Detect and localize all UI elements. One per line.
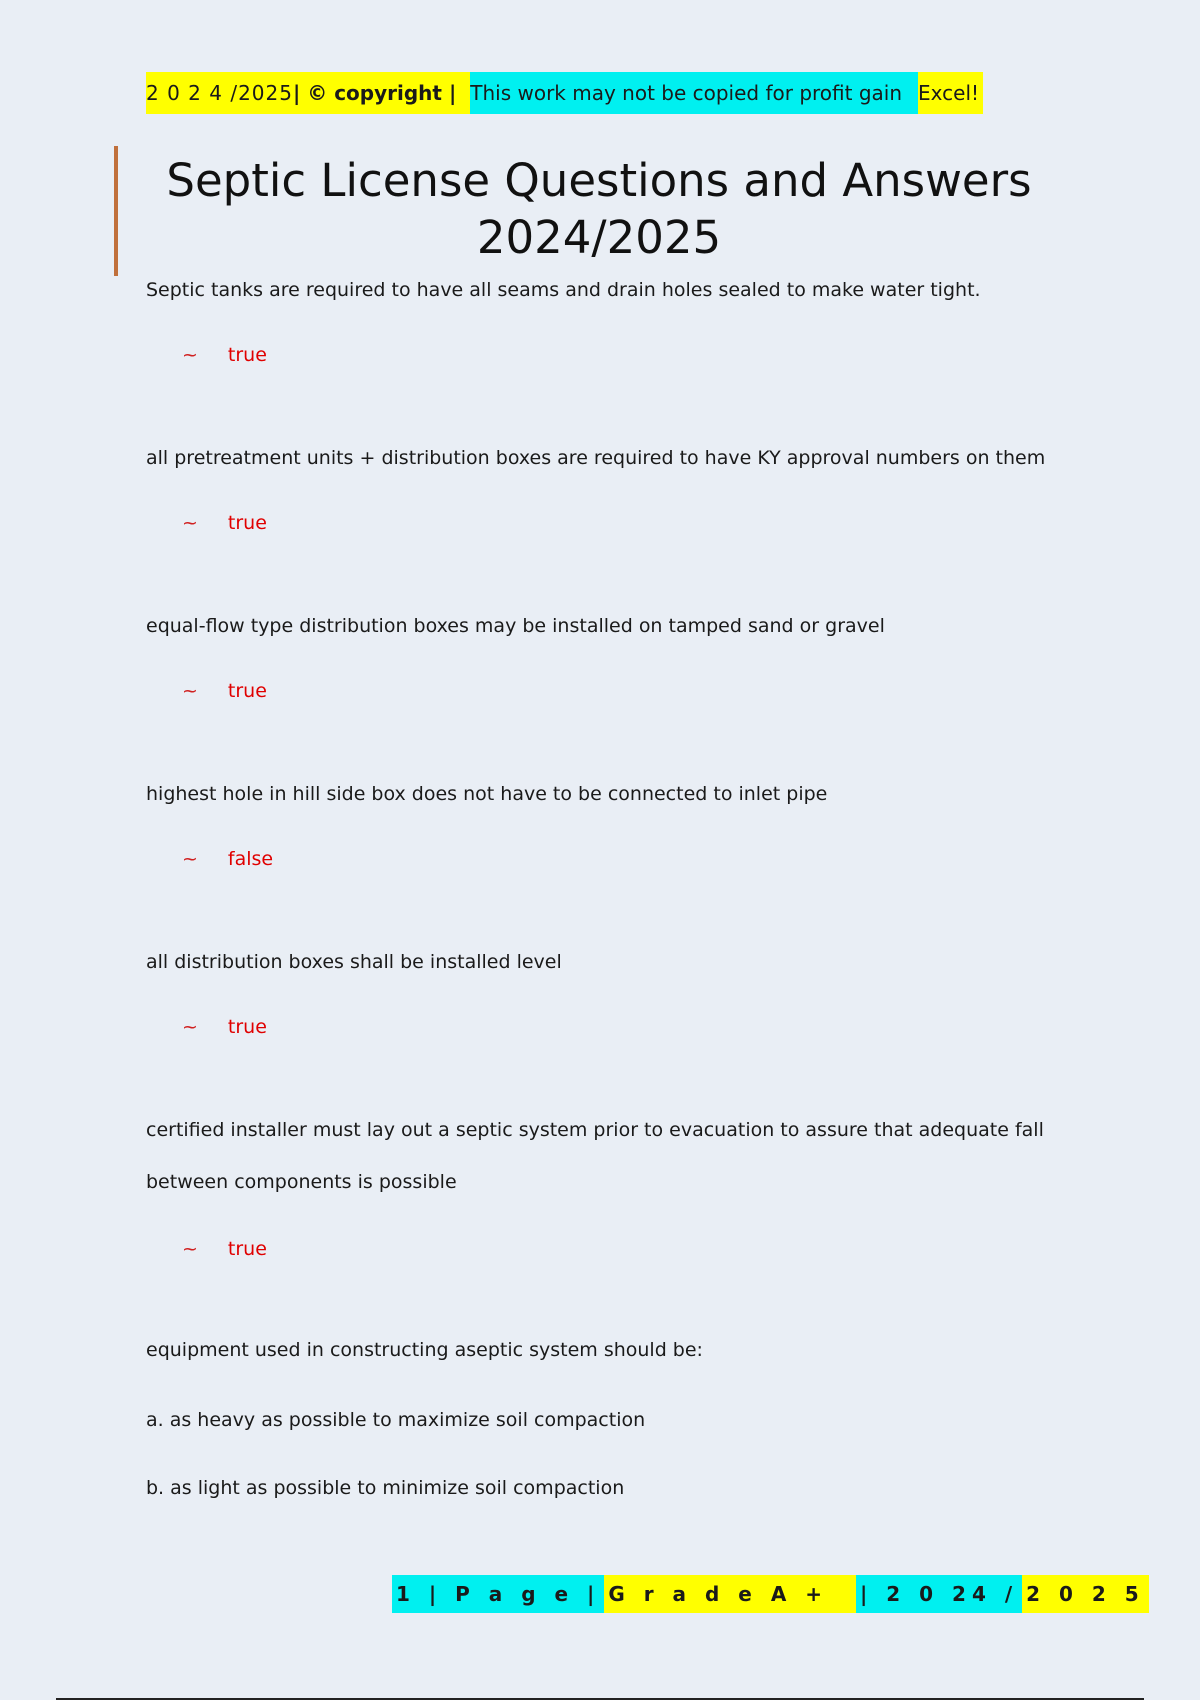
- header-copyright: | © copyright |: [293, 72, 470, 114]
- answer-marker: ~: [182, 512, 198, 534]
- answer-text: true: [227, 1016, 267, 1038]
- title-accent-bar: [114, 146, 118, 276]
- question-text: equipment used in constructing aseptic system should be:: [146, 1339, 703, 1361]
- question-text: highest hole in hill side box does not have to be connected to inlet pipe: [146, 783, 828, 805]
- qa-item-7: [146, 1324, 1076, 1514]
- copyright-header: [146, 72, 983, 114]
- answer-text: true: [227, 344, 267, 366]
- answer: [182, 512, 267, 534]
- header-year: 2 0 2 4 /2025: [146, 72, 293, 114]
- page-footer: [392, 1575, 1149, 1613]
- option-a: a. as heavy as possible to maximize soil compaction: [146, 1409, 646, 1431]
- answer-marker: ~: [182, 680, 198, 702]
- answer: [182, 344, 267, 366]
- answer-text: false: [227, 848, 274, 870]
- answer-marker: ~: [182, 1238, 198, 1260]
- answer: [182, 1016, 267, 1038]
- footer-page-number: 1 | P a g e |: [392, 1575, 604, 1613]
- answer-text: true: [227, 1238, 267, 1260]
- qa-item-3: [146, 600, 1076, 702]
- answer-marker: ~: [182, 1016, 198, 1038]
- option-b: b. as light as possible to minimize soil compaction: [146, 1477, 625, 1499]
- qa-item-2: [146, 432, 1076, 534]
- answer: [182, 1238, 267, 1260]
- header-excel: Excel!: [918, 72, 983, 114]
- answer-text: true: [227, 680, 267, 702]
- footer-year-b: 2 0 2 5: [1022, 1575, 1149, 1613]
- answer-marker: ~: [182, 344, 198, 366]
- question-text: all pretreatment units + distribution boxes are required to have KY approval numbers on them: [146, 447, 1046, 469]
- question-text: equal-flow type distribution boxes may be installed on tamped sand or gravel: [146, 615, 885, 637]
- header-notice: This work may not be copied for profit gain: [470, 72, 918, 114]
- question-text: all distribution boxes shall be installed level: [146, 951, 562, 973]
- footer-grade: G r a d e A +: [604, 1575, 856, 1613]
- qa-item-6: [146, 1104, 1076, 1260]
- question-text: Septic tanks are required to have all seams and drain holes sealed to make water tight.: [146, 279, 981, 301]
- answer-text: true: [227, 512, 267, 534]
- question-text: certified installer must lay out a septic system prior to evacuation to assure that adequate fall between components is possible: [146, 1119, 1044, 1193]
- answer: [182, 680, 267, 702]
- answer: [182, 848, 273, 870]
- qa-item-5: [146, 936, 1076, 1038]
- page-title: Septic License Questions and Answers 2024/2025: [166, 154, 1032, 264]
- answer-marker: ~: [182, 848, 198, 870]
- footer-year-a: | 2 0 24 /: [856, 1575, 1022, 1613]
- qa-item-4: [146, 768, 1076, 870]
- qa-item-1: [146, 264, 1076, 366]
